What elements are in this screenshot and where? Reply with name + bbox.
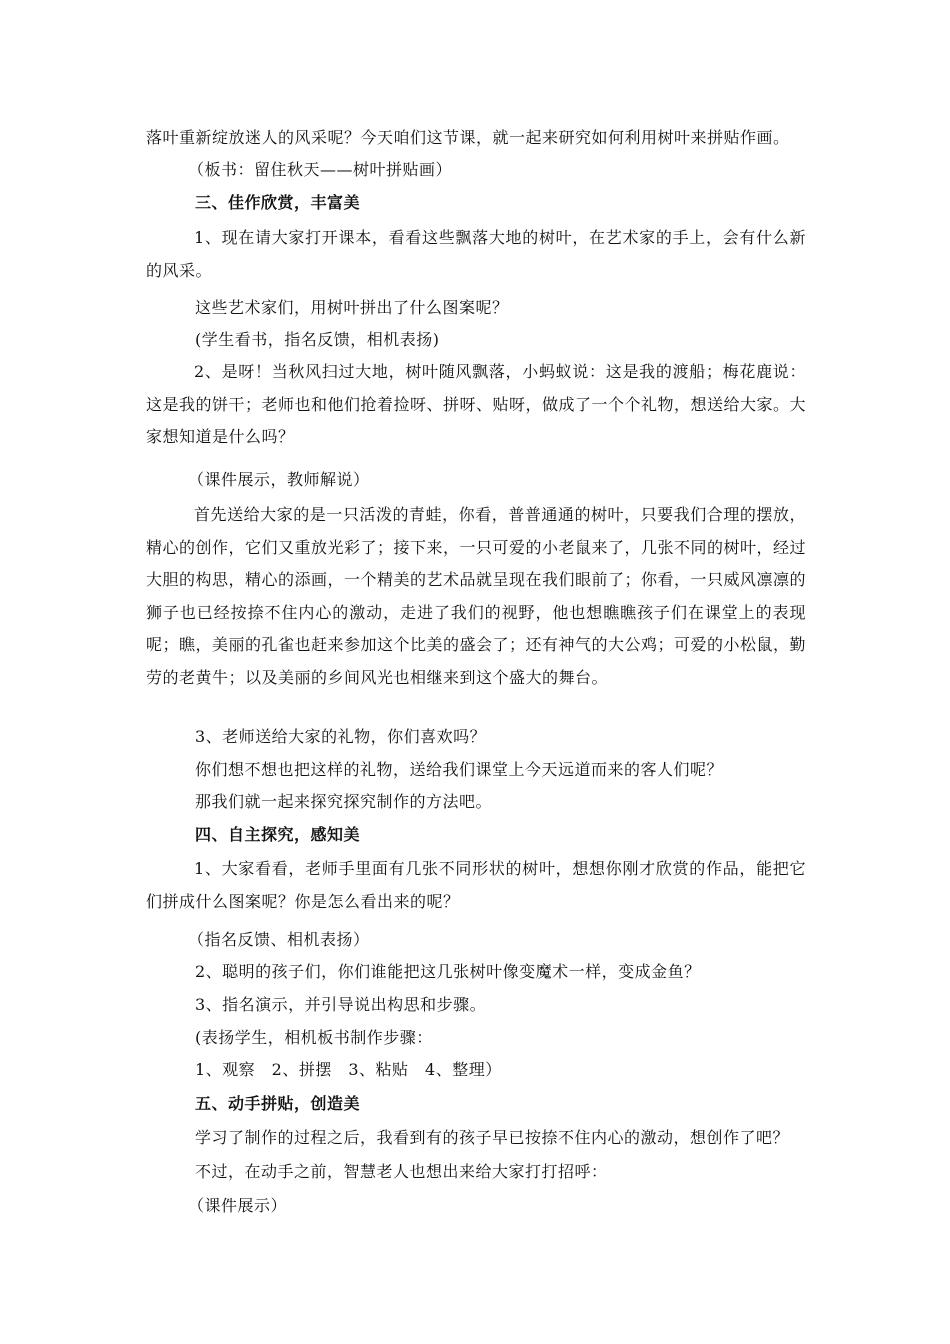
section-heading-4: 四、自主探究，感知美	[195, 825, 361, 844]
paragraph-s5-2: 不过，在动手之前，智慧老人也想出来给大家打打招呼：	[195, 1162, 608, 1181]
paragraph-s5-1: 学习了制作的过程之后，我看到有的孩子早已按捺不住内心的激动，想创作了吧？	[195, 1128, 790, 1147]
paragraph-s3-5: （课件展示，教师解说）	[188, 470, 370, 489]
section-heading-3: 三、佳作欣赏，丰富美	[195, 193, 361, 212]
paragraph-s4-5: (表扬学生，相机板书制作步骤：	[195, 1028, 433, 1047]
paragraph-s3-9: 那我们就一起来探究探究制作的方法吧。	[195, 792, 493, 811]
paragraph-s3-4: 2、是呀！当秋风扫过大地，树叶随风飘落，小蚂蚁说：这是我的渡船；梅花鹿说：这是我的饼干；老师也和他们抢着捡呀、拼呀、贴呀，做成了一个个礼物，想送给大家。大家想知道是什么吗？	[146, 362, 807, 446]
paragraph-s3-3: (学生看书，指名反馈，相机表扬)	[195, 330, 440, 349]
paragraph-s4-1: 1、大家看看，老师手里面有几张不同形状的树叶，想想你刚才欣赏的作品，能把它们拼成什么图案呢？你是怎么看出来的呢？	[146, 859, 806, 911]
paragraph-s3-8: 你们想不想也把这样的礼物，送给我们课堂上今天远道而来的客人们呢？	[195, 760, 724, 779]
paragraph-s4-4: 3、指名演示，并引导说出构思和步骤。	[195, 995, 487, 1014]
paragraph-s4-6: 1、观察 2、拼摆 3、粘贴 4、整理）	[195, 1060, 502, 1079]
paragraph-s3-6: 首先送给大家的是一只活泼的青蛙，你看，普普通通的树叶，只要我们合理的摆放，精心的创作，它们又重放光彩了；接下来，一只可爱的小老鼠来了，几张不同的树叶，经过大胆的构思，精心的添画，一个精美的艺术品就呈现在我们眼前了；你看，一只威风凛凛的狮子也已经按捺不住内心的激动，走进了我们的视野，他也想瞧瞧孩子们在课堂上的表现呢；瞧，美丽的孔雀也赶来参加这个比美的盛会了；还有神气的大公鸡；可爱的小松鼠，勤劳的老黄牛；以及美丽的乡间风光也相继来到这个盛大的舞台。	[146, 505, 807, 687]
paragraph-s4-3: 2、聪明的孩子们，你们谁能把这几张树叶像变魔术一样，变成金鱼？	[195, 962, 701, 981]
paragraph-s3-7: 3、老师送给大家的礼物，你们喜欢吗？	[195, 727, 487, 746]
paragraph-board-note: （板书：留住秋天——树叶拼贴画）	[188, 160, 453, 179]
paragraph-s3-2: 这些艺术家们，用树叶拼出了什么图案呢？	[195, 298, 509, 317]
paragraph-s5-3: （课件展示）	[188, 1196, 288, 1215]
paragraph-s3-1: 1、现在请大家打开课本，看看这些飘落大地的树叶，在艺术家的手上，会有什么新的风采。	[146, 228, 806, 280]
paragraph-s4-2: （指名反馈、相机表扬）	[188, 930, 370, 949]
paragraph-intro: 落叶重新绽放迷人的风采呢？今天咱们这节课，就一起来研究如何利用树叶来拼贴作画。	[146, 128, 790, 147]
section-heading-5: 五、动手拼贴，创造美	[195, 1094, 361, 1113]
